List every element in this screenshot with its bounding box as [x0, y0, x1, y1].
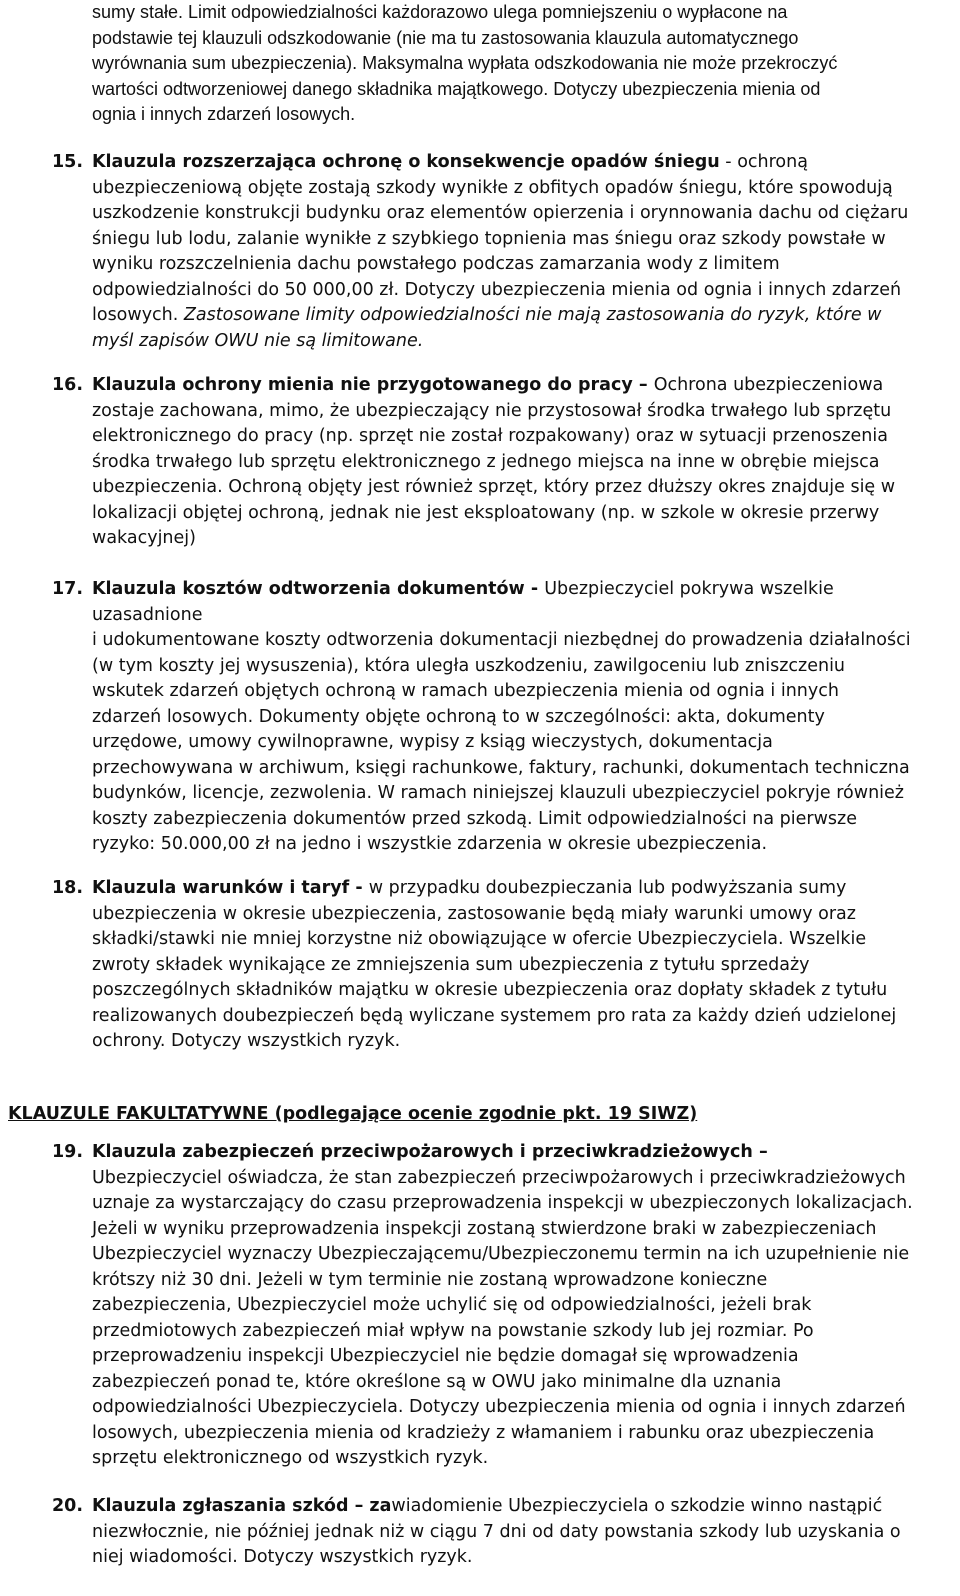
clause-number: 18. — [52, 878, 84, 898]
clause-separator: - — [524, 579, 545, 599]
clause-line: składki/stawki nie mniej korzystne niż obowiązujące w ofercie Ubezpieczyciela. Wszelkie — [92, 929, 867, 949]
clause-number: 17. — [52, 579, 84, 599]
clause-title-tail: – za — [348, 1496, 392, 1516]
clause-separator: – — [632, 375, 654, 395]
clause-line: przechowywana w archiwum, księgi rachunkowe, faktury, rachunki, dokumentach techniczna — [92, 757, 910, 778]
clause-line: (w tym koszty jej wysuszenia), która uległa uszkodzeniu, zawilgoceniu lub zniszczeniu — [92, 655, 846, 676]
clause-16 — [0, 373, 960, 552]
clause-line: krótszy niż 30 dni. Jeżeli w tym terminie nie zostaną wprowadzone konieczne — [92, 1269, 768, 1290]
clause-line: uzasadnione — [92, 604, 203, 625]
clause-line: losowych, ubezpieczenia mienia od kradzieży z włamaniem i rabunku oraz ubezpieczenia — [92, 1422, 875, 1443]
clause-title: Klauzula kosztów odtworzenia dokumentów — [92, 579, 525, 599]
clause-line: Ochrona ubezpieczeniowa — [653, 375, 884, 395]
clause-line: w przypadku doubezpieczania lub podwyższania sumy — [368, 878, 847, 898]
clause-line: ubezpieczenia w okresie ubezpieczenia, zastosowanie będą miały warunki umowy oraz — [92, 903, 856, 924]
clause-line: śniegu lub lodu, zalanie wynikłe z szybkiego topnienia mas śniegu oraz szkody powstałe w — [92, 228, 886, 249]
clause-line: Ubezpieczyciel pokrywa wszelkie — [544, 579, 834, 599]
intro-line: ognia i innych zdarzeń losowych. — [92, 104, 356, 124]
clause-20 — [0, 1494, 960, 1571]
clause-line: poszczególnych składników majątku w okresie ubezpieczenia oraz dopłaty składek z tytułu — [92, 980, 888, 1000]
clause-line: przedmiotowych zabezpieczeń miał wpływ na powstanie szkody lub jej rozmiar. Po — [92, 1320, 814, 1341]
clause-line: koszty zabezpieczenia dokumentów przed szkodą. Limit odpowiedzialności na pierwsze — [92, 808, 857, 829]
clause-number: 16. — [52, 375, 84, 395]
clause-italic-note: Zastosowane limity odpowiedzialności nie mają zastosowania do ryzyk, które w — [183, 305, 882, 325]
clause-line: ochrony. Dotyczy wszystkich ryzyk. — [92, 1031, 401, 1051]
clause-line: środka trwałego lub sprzętu elektronicznego z jednego miejsca na inne w obrębie miejsca — [92, 451, 880, 472]
clause-line: zabezpieczeń ponad te, które określone są w OWU jako minimalne dla uznania — [92, 1371, 782, 1392]
clause-line: elektronicznego do pracy (np. sprzęt nie został rozpakowany) oraz w sytuacji przenoszenia — [92, 426, 888, 446]
clause-line: urzędowe, umowy cywilnoprawne, wypisy z ksiąg wieczystych, dokumentacja — [92, 732, 773, 752]
clause-line: wyniku rozszczelnienia dachu powstałego podczas zamarzania wody z limitem — [92, 254, 780, 274]
clause-line: budynków, licencje, zezwolenia. W ramach niniejszej klauzuli ubezpieczyciel pokryje również — [92, 783, 904, 803]
clause-line: Ubezpieczyciel wyznaczy Ubezpieczającemu/Ubezpieczonemu termin na ich uzupełnienie nie — [92, 1244, 910, 1264]
clause-line: ochroną — [737, 152, 808, 172]
clause-line: realizowanych doubezpieczeń będą wyliczane systemem pro rata za każdy dzień udzielonej — [92, 1005, 897, 1026]
clause-line: wakacyjnej) — [92, 528, 196, 548]
intro-line: wartości odtworzeniowej danego składnika majątkowego. Dotyczy ubezpieczenia mienia od — [92, 78, 821, 99]
clause-title: Klauzula warunków i taryf — [92, 878, 350, 898]
clause-separator: - — [719, 152, 738, 172]
clause-number: 20. — [52, 1496, 84, 1516]
intro-paragraph — [0, 0, 960, 128]
clause-line: przeprowadzeniu inspekcji Ubezpieczyciel nie będzie domagał się wprowadzenia — [92, 1346, 799, 1366]
clause-line: zostaje zachowana, mimo, że ubezpieczający nie przystosował środka trwałego lub sprzętu — [92, 400, 892, 421]
clause-line: Jeżeli w wyniku przeprowadzenia inspekcji zostaną stwierdzone braki w zabezpieczeniach — [92, 1218, 877, 1239]
clause-title: Klauzula rozszerzająca ochronę o konsekwencje opadów śniegu — [92, 152, 720, 172]
intro-line: sumy stałe. Limit odpowiedzialności każdorazowo ulega pomniejszeniu o wypłacone na — [92, 2, 788, 22]
clause-line: wiadomienie Ubezpieczyciela o szkodzie winno nastąpić — [391, 1496, 883, 1516]
section-heading: KLAUZULE FAKULTATYWNE (podlegające ocenie zgodnie pkt. 19 SIWZ) — [8, 1104, 698, 1124]
clause-separator: - — [349, 878, 369, 898]
clause-line: Ubezpieczyciel oświadcza, że stan zabezpieczeń przeciwpożarowych i przeciwkradzieżowych — [92, 1167, 906, 1188]
intro-line: wyrównania sum ubezpieczenia). Maksymalna wypłata odszkodowania nie może przekroczyć — [92, 53, 838, 73]
clause-17 — [0, 577, 960, 858]
clause-line: odpowiedzialności do 50 000,00 zł. Dotyczy ubezpieczenia mienia od ognia i innych zdarzeń — [92, 279, 902, 300]
clause-line: niezwłocznie, nie później jednak niż w ciągu 7 dni od daty powstania szkody lub uzyskania o — [92, 1521, 901, 1542]
clause-line: niej wiadomości. Dotyczy wszystkich ryzyk. — [92, 1547, 473, 1567]
clause-line: zabezpieczenia, Ubezpieczyciel może uchylić się od odpowiedzialności, jeżeli brak — [92, 1295, 812, 1315]
clause-number: 19. — [52, 1142, 84, 1162]
clause-title: Klauzula zgłaszania szkód — [92, 1496, 349, 1516]
clause-line: ubezpieczeniową objęte zostają szkody wynikłe z obfitych opadów śniegu, które spowodują — [92, 177, 893, 198]
clause-15 — [0, 150, 960, 354]
clause-line: sprzętu elektronicznego od wszystkich ryzyk. — [92, 1448, 489, 1468]
clause-18 — [0, 876, 960, 1055]
intro-line: podstawie tej klauzuli odszkodowanie (nie ma tu zastosowania klauzula automatycznego — [92, 27, 799, 48]
clause-line: ryzyko: 50.000,00 zł na jedno i wszystkie zdarzenia w okresie ubezpieczenia. — [92, 834, 768, 854]
clause-line: uszkodzenie konstrukcji budynku oraz elementów opierzenia i orynnowania dachu od ciężaru — [92, 203, 909, 223]
clause-number: 15. — [52, 152, 84, 172]
clause-separator: – — [752, 1142, 768, 1162]
clause-line: ubezpieczenia. Ochroną objęty jest również sprzęt, który przez dłuższy okres znajduje się w — [92, 477, 896, 497]
clause-line: wskutek zdarzeń objętych ochroną w ramach ubezpieczenia mienia od ognia i innych — [92, 681, 839, 701]
clause-title: Klauzula zabezpieczeń przeciwpożarowych i przeciwkradzieżowych — [92, 1142, 753, 1162]
clause-line: uznaje za wystarczający do czasu przeprowadzenia inspekcji w ubezpieczonych lokalizacjach. — [92, 1193, 913, 1213]
clause-line: losowych. — [92, 305, 179, 325]
clause-italic-note: myśl zapisów OWU nie są limitowane. — [92, 330, 424, 351]
clause-line: i udokumentowane koszty odtworzenia dokumentacji niezbędnej do prowadzenia działalności — [92, 630, 911, 650]
clause-line: odpowiedzialności Ubezpieczyciela. Dotyczy ubezpieczenia mienia od ognia i innych zdarzeń — [92, 1397, 906, 1417]
clause-title: Klauzula ochrony mienia nie przygotowanego do pracy — [92, 375, 633, 395]
clause-19 — [0, 1140, 960, 1472]
clause-line: zwroty składek wynikające ze zmniejszenia sum ubezpieczenia z tytułu sprzedaży — [92, 954, 810, 975]
clause-line: lokalizacji objętej ochroną, jednak nie jest eksploatowany (np. w szkole w okresie przerwy — [92, 502, 880, 523]
clause-line: zdarzeń losowych. Dokumenty objęte ochroną to w szczególności: akta, dokumenty — [92, 706, 825, 727]
